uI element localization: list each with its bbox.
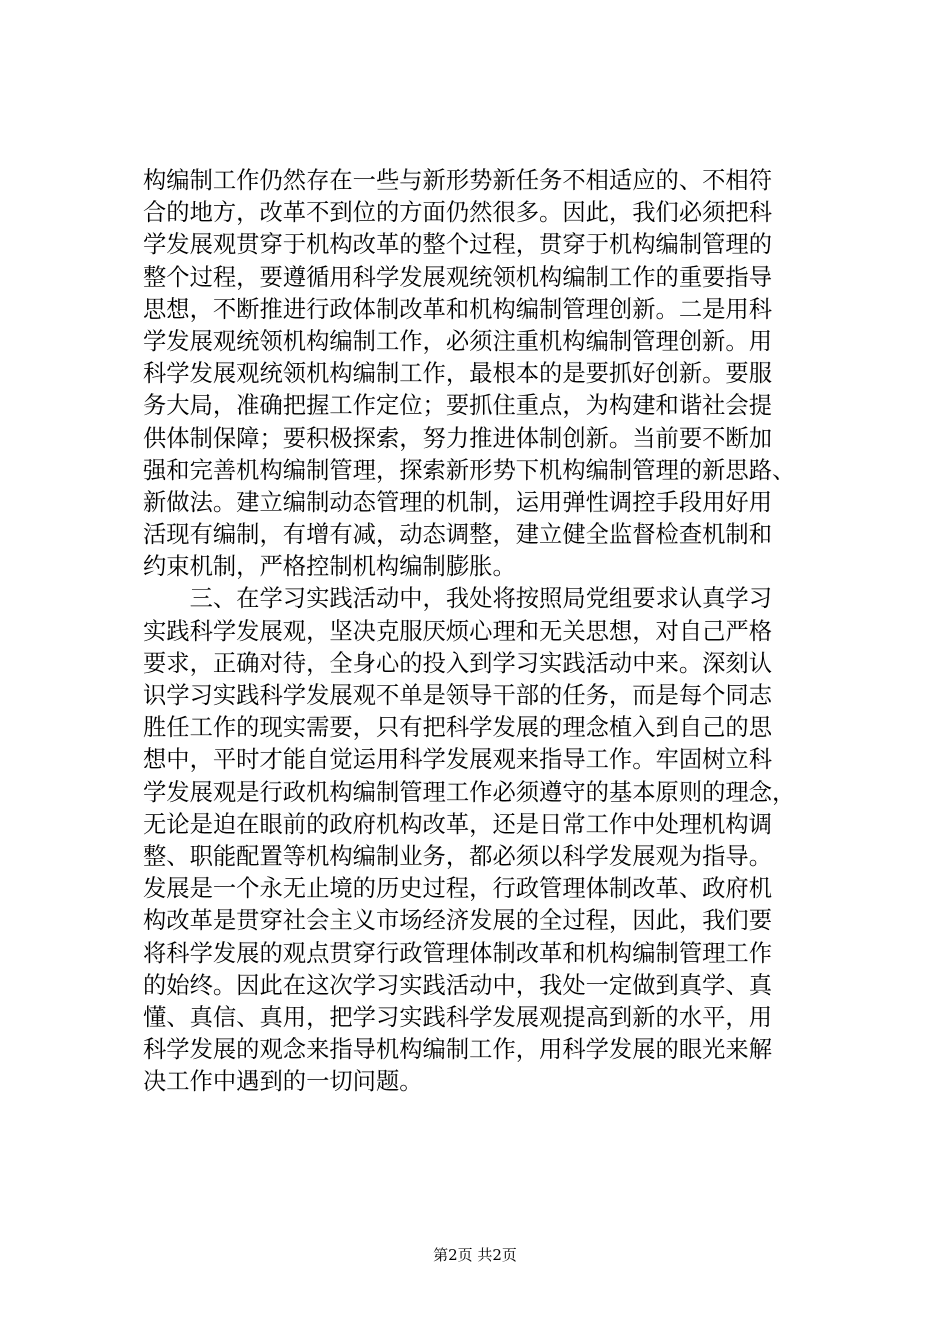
text-line: 识学习实践科学发展观不单是领导干部的任务，而是每个同志: [143, 682, 773, 709]
text-line: 将科学发展的观点贯穿行政管理体制改革和机构编制管理工作: [143, 939, 773, 967]
text-line: 构编制工作仍然存在一些与新形势新任务不相适应的、不相符: [143, 167, 773, 194]
text-line: 科学发展的观念来指导机构编制工作，用科学发展的眼光来解: [143, 1036, 773, 1064]
text-line: 无论是迫在眼前的政府机构改革，还是日常工作中处理机构调: [143, 810, 773, 838]
text-line: 决工作中遇到的一切问题。: [143, 1068, 423, 1096]
text-line: 的始终。因此在这次学习实践活动中，我处一定做到真学、真: [143, 971, 773, 999]
text-line: 学发展观是行政机构编制管理工作必须遵守的基本原则的理念，: [143, 778, 796, 806]
text-line: 实践科学发展观，坚决克服厌烦心理和无关思想，对自己严格: [143, 617, 773, 645]
text-line: 想中，平时才能自觉运用科学发展观来指导工作。牢固树立科: [143, 746, 773, 774]
text-line: 三、在学习实践活动中，我处将按照局党组要求认真学习: [143, 585, 773, 613]
text-line: 科学发展观统领机构编制工作，最根本的是要抓好创新。要服: [143, 360, 773, 388]
text-line: 整、职能配置等机构编制业务，都必须以科学发展观为指导。: [143, 842, 773, 870]
text-line: 新做法。建立编制动态管理的机制，运用弹性调控手段用好用: [143, 488, 773, 516]
text-line: 合的地方，改革不到位的方面仍然很多。因此，我们必须把科: [143, 199, 773, 227]
text-line: 要求，正确对待，全身心的投入到学习实践活动中来。深刻认: [143, 649, 773, 677]
document-body: [143, 165, 831, 1098]
text-line: 学发展观统领机构编制工作，必须注重机构编制管理创新。用: [143, 327, 773, 355]
text-line: 思想，不断推进行政体制改革和机构编制管理创新。二是用科: [143, 295, 773, 323]
text-line: 胜任工作的现实需要，只有把科学发展的理念植入到自己的思: [143, 714, 773, 742]
text-line: 发展是一个永无止境的历史过程，行政管理体制改革、政府机: [143, 875, 773, 903]
text-line: 懂、真信、真用，把学习实践科学发展观提高到新的水平，用: [143, 1003, 773, 1031]
text-line: 构改革是贯穿社会主义市场经济发展的全过程，因此，我们要: [143, 907, 773, 935]
text-line: 学发展观贯穿于机构改革的整个过程，贯穿于机构编制管理的: [143, 231, 773, 259]
text-line: 整个过程，要遵循用科学发展观统领机构编制工作的重要指导: [143, 263, 773, 291]
text-line: 供体制保障；要积极探索，努力推进体制创新。当前要不断加: [143, 424, 773, 452]
page-number-footer: 第2页 共2页: [433, 1246, 517, 1264]
text-line: 强和完善机构编制管理，探索新形势下机构编制管理的新思路、: [143, 456, 796, 484]
text-line: 务大局，准确把握工作定位；要抓住重点，为构建和谐社会提: [143, 392, 773, 420]
text-line: 活现有编制，有增有减，动态调整，建立健全监督检查机制和: [143, 521, 773, 549]
text-line: 约束机制，严格控制机构编制膨胀。: [143, 553, 516, 581]
